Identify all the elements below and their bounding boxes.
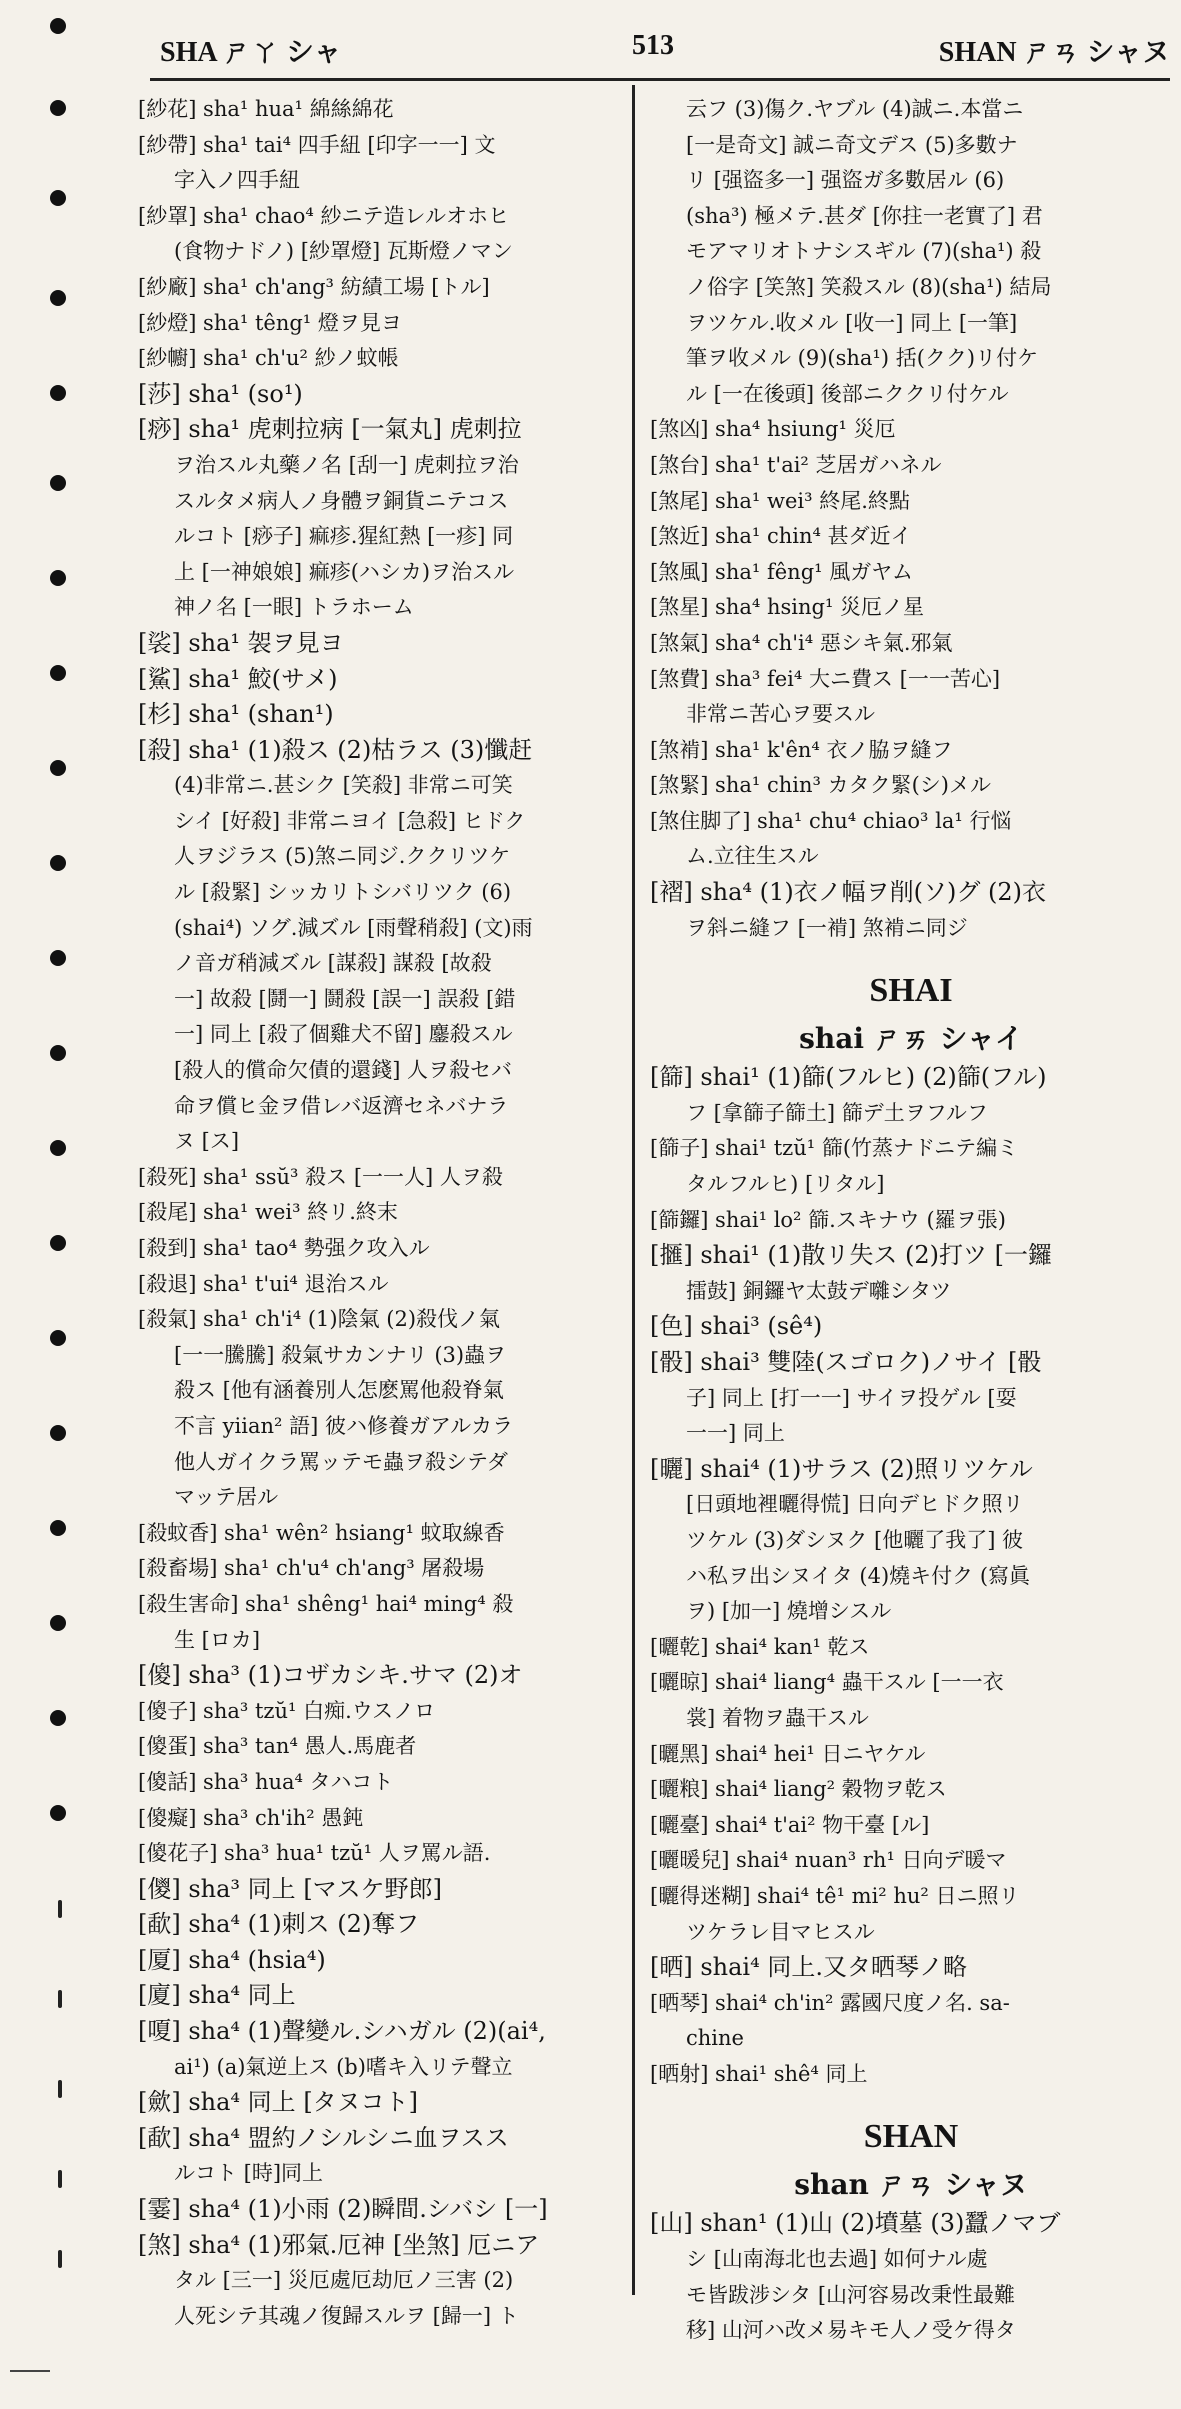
header-rule bbox=[150, 78, 1170, 81]
dictionary-entry: [篩子] shai¹ tzŭ¹ 篩(竹蒸ナドニテ編ミ bbox=[650, 1136, 1019, 1161]
page-edge-mark bbox=[10, 2370, 50, 2372]
head-character-entry: [儍] sha³ 同上 [マスケ野郎] bbox=[138, 1874, 443, 1903]
definition-continuation: タル [三一] 災厄處厄劫厄ノ三害 (2) bbox=[174, 2268, 514, 2293]
head-character-entry: [擓] shai¹ (1)散リ失ス (2)打ツ [一鑼 bbox=[650, 1241, 1052, 1270]
dictionary-entry: [煞近] sha¹ chin⁴ 甚ダ近イ bbox=[650, 524, 912, 549]
definition-continuation: 命ヲ償ヒ金ヲ借レバ返濟セネバナラ bbox=[174, 1093, 509, 1118]
head-character-entry: [褶] sha⁴ (1)衣ノ幅ヲ削(ソ)グ (2)衣 bbox=[650, 878, 1047, 907]
dictionary-entry: [篩鑼] shai¹ lo² 篩.スキナウ (羅ヲ張) bbox=[650, 1207, 1006, 1232]
definition-continuation: ルコト [痧子] 痲疹.猩紅熱 [一疹] 同 bbox=[174, 524, 514, 549]
dictionary-entry: [煞星] sha⁴ hsing¹ 災厄ノ星 bbox=[650, 595, 925, 620]
definition-continuation: ツケル (3)ダシヌク [他曬了我了] 彼 bbox=[686, 1527, 1024, 1552]
dictionary-entry: [傻花子] sha³ hua¹ tzŭ¹ 人ヲ罵ル語. bbox=[138, 1841, 491, 1866]
binding-hole bbox=[50, 190, 66, 206]
dictionary-entry: [晒射] shai¹ shê⁴ 同上 bbox=[650, 2061, 868, 2086]
head-character-entry: [裟] sha¹ 袈ヲ見ヨ bbox=[138, 628, 344, 657]
definition-continuation: 移] 山河ハ改メ易キモ人ノ受ケ得タ bbox=[686, 2318, 1016, 2343]
binding-hole bbox=[50, 1805, 66, 1821]
definition-continuation: ル [殺緊] シッカリトシバリツク (6) bbox=[174, 880, 512, 905]
definition-continuation: ai¹) (a)氣逆上ス (b)嗜キ入リテ聲立 bbox=[174, 2054, 513, 2079]
binding-hole bbox=[50, 1425, 66, 1441]
section-heading: SHAI bbox=[869, 972, 953, 1010]
dictionary-entry: [殺畜場] sha¹ ch'u⁴ ch'ang³ 屠殺場 bbox=[138, 1556, 485, 1581]
binding-hole bbox=[50, 1330, 66, 1346]
definition-continuation: 云フ (3)傷ク.ヤブル (4)誠ニ.本當ニ bbox=[686, 97, 1024, 121]
dictionary-entry: [紗廠] sha¹ ch'ang³ 紡績工場 [トル] bbox=[138, 274, 490, 299]
definition-continuation: ヲ斜ニ縫フ [一褃] 煞褃ニ同ジ bbox=[686, 915, 968, 940]
binding-mark bbox=[58, 2170, 62, 2188]
definition-continuation: [日頭地裡曬得慌] 日向デヒドク照リ bbox=[686, 1492, 1024, 1517]
definition-continuation: シ [山南海北也去過] 如何ナル處 bbox=[686, 2247, 988, 2272]
dictionary-entry: [殺死] sha¹ ssŭ³ 殺ス [一一人] 人ヲ殺 bbox=[138, 1164, 503, 1189]
dictionary-entry: [煞氣] sha⁴ ch'i⁴ 惡シキ氣.邪氣 bbox=[650, 630, 953, 655]
definition-continuation: 人ヲジラス (5)煞ニ同ジ.ククリツケ bbox=[174, 844, 511, 869]
head-character-entry: [歃] sha⁴ (1)刺ス (2)奪フ bbox=[138, 1910, 420, 1939]
definition-continuation: 人死シテ其魂ノ復歸スルヲ [歸一] ト bbox=[174, 2303, 519, 2328]
dictionary-entry: [紗燈] sha¹ têng¹ 燈ヲ見ヨ bbox=[138, 310, 402, 335]
head-character-entry: [歛] sha⁴ 同上 [タヌコト] bbox=[138, 2088, 419, 2117]
dictionary-entry: [紗幮] sha¹ ch'u² 紗ノ蚊帳 bbox=[138, 346, 399, 371]
definition-continuation: 裳] 着物ヲ蟲干スル bbox=[686, 1705, 869, 1730]
binding-hole bbox=[50, 1520, 66, 1536]
binding-hole bbox=[50, 18, 66, 34]
definition-continuation: ム.立往生スル bbox=[686, 844, 819, 869]
head-character-entry: [色] shai³ (sê⁴) bbox=[650, 1312, 823, 1341]
definition-continuation: モアマリオトナシスギル (7)(sha¹) 殺 bbox=[686, 239, 1042, 264]
binding-hole bbox=[50, 950, 66, 966]
header-guide-word-right: SHAN ㄕㄢ シャヌ bbox=[938, 37, 1170, 68]
head-character-entry: [骰] shai³ 雙陸(スゴロク)ノサイ [骰 bbox=[650, 1348, 1042, 1376]
head-character-entry: [傻] sha³ (1)コザカシキ.サマ (2)オ bbox=[138, 1661, 523, 1690]
binding-hole bbox=[50, 1710, 66, 1726]
head-character-entry: [杉] sha¹ (shan¹) bbox=[138, 700, 334, 729]
head-character-entry: [莎] sha¹ (so¹) bbox=[138, 379, 303, 408]
dictionary-entry: [煞褃] sha¹ k'ên⁴ 衣ノ脇ヲ縫フ bbox=[650, 737, 953, 762]
header-guide-word-left: SHA ㄕㄚ シャ bbox=[160, 37, 342, 68]
binding-mark bbox=[58, 1990, 62, 2008]
binding-hole bbox=[50, 760, 66, 776]
definition-continuation: ノ俗字 [笑煞] 笑殺スル (8)(sha¹) 結局 bbox=[686, 274, 1052, 299]
page-header bbox=[140, 20, 1170, 78]
binding-hole bbox=[50, 1615, 66, 1631]
dictionary-entry: [殺生害命] sha¹ shêng¹ hai⁴ ming⁴ 殺 bbox=[138, 1591, 514, 1616]
definition-continuation: 他人ガイクラ罵ッテモ蟲ヲ殺シテダ bbox=[174, 1449, 508, 1474]
dictionary-entry: [殺退] sha¹ t'ui⁴ 退治スル bbox=[138, 1271, 389, 1296]
definition-continuation: 一] 同上 [殺了個雞犬不留] 鏖殺スル bbox=[174, 1022, 513, 1047]
definition-continuation: 一一] 同上 bbox=[686, 1421, 785, 1446]
dictionary-entry: [殺蚊香] sha¹ wên² hsiang¹ 蚊取線香 bbox=[138, 1520, 505, 1545]
dictionary-entry: [傻子] sha³ tzŭ¹ 白痴.ウスノロ bbox=[138, 1698, 436, 1723]
dictionary-entry: [傻癡] sha³ ch'ih² 愚鈍 bbox=[138, 1805, 364, 1830]
head-character-entry: [廈] sha⁴ 同上 bbox=[138, 1981, 296, 2010]
dictionary-entry: [紗花] sha¹ hua¹ 綿絲綿花 bbox=[138, 97, 394, 121]
head-character-entry: [曬] shai⁴ (1)サラス (2)照リツケル bbox=[650, 1454, 1033, 1483]
binding-hole bbox=[50, 665, 66, 681]
binding-mark bbox=[58, 2250, 62, 2268]
head-character-entry: [歃] sha⁴ 盟約ノシルシニ血ヲスス bbox=[138, 2123, 509, 2152]
definition-continuation: ノ音ガ稍減ズル [謀殺] 謀殺 [故殺 bbox=[174, 951, 492, 976]
section-heading: SHAN bbox=[863, 2118, 959, 2156]
section-reading: shai ㄕㄞ シャイ bbox=[799, 1022, 1023, 1056]
definition-continuation: 不言 yiian² 語] 彼ハ修養ガアルカラ bbox=[174, 1413, 514, 1438]
definition-continuation: ヲツケル.收メル [收一] 同上 [一筆] bbox=[686, 310, 1018, 335]
section-reading: shan ㄕㄢ シャヌ bbox=[794, 2168, 1028, 2202]
dictionary-entry: [曬粮] shai⁴ liang² 穀物ヲ乾ス bbox=[650, 1777, 947, 1802]
definition-continuation: [一一騰騰] 殺氣サカンナリ (3)蟲ヲ bbox=[174, 1342, 507, 1367]
dictionary-entry: [晒琴] shai⁴ ch'in² 露國尺度ノ名. sa- bbox=[650, 1990, 1010, 2015]
dictionary-entry: [傻蛋] sha³ tan⁴ 愚人.馬鹿者 bbox=[138, 1734, 417, 1759]
head-character-entry: [厦] sha⁴ (hsia⁴) bbox=[138, 1945, 326, 1974]
definition-continuation: 上 [一神娘娘] 痲疹(ハシカ)ヲ治スル bbox=[174, 559, 515, 584]
definition-continuation: chine bbox=[686, 2026, 744, 2051]
binding-hole bbox=[50, 475, 66, 491]
head-character-entry: [山] shan¹ (1)山 (2)墳墓 (3)蠶ノマブ bbox=[650, 2209, 1061, 2238]
definition-continuation: ハ私ヲ出シヌイタ (4)燒キ付ク (寫眞 bbox=[686, 1563, 1031, 1588]
dictionary-entry: [曬暖兒] shai⁴ nuan³ rh¹ 日向デ暖マ bbox=[650, 1848, 1007, 1873]
binding-hole bbox=[50, 290, 66, 306]
definition-continuation: 字入ノ四手紐 bbox=[174, 168, 300, 193]
dictionary-entry: [煞台] sha¹ t'ai² 芝居ガハネル bbox=[650, 452, 942, 477]
binding-hole bbox=[50, 1045, 66, 1061]
head-character-entry: [殺] sha¹ (1)殺ス (2)枯ラス (3)懺赶 bbox=[138, 735, 533, 764]
dictionary-entry: [煞緊] sha¹ chin³ カタク緊(シ)メル bbox=[650, 773, 991, 798]
definition-continuation: 殺ス [他有涵養別人怎麽罵他殺脊氣 bbox=[174, 1378, 504, 1403]
head-character-entry: [嗄] sha⁴ (1)聲變ル.シハガル (2)(ai⁴, bbox=[138, 2017, 546, 2046]
left-column bbox=[138, 92, 622, 2328]
definition-continuation: ル [一在後頭] 後部ニククリ付ケル bbox=[686, 381, 1009, 406]
definition-continuation: [殺人的償命欠債的還錢] 人ヲ殺セバ bbox=[174, 1058, 513, 1083]
dictionary-entry: [曬乾] shai⁴ kan¹ 乾ス bbox=[650, 1634, 870, 1659]
binding-mark bbox=[58, 1900, 62, 1918]
binding-mark bbox=[58, 2080, 62, 2098]
binding-hole bbox=[50, 385, 66, 401]
definition-continuation: 擂鼓] 銅鑼ヤ太鼓デ囃シタツ bbox=[686, 1278, 952, 1303]
head-character-entry: [篩] shai¹ (1)篩(フルヒ) (2)篩(フル) bbox=[650, 1063, 1047, 1092]
head-character-entry: [霎] sha⁴ (1)小雨 (2)瞬間.シバシ [一] bbox=[138, 2195, 548, 2224]
definition-continuation: (4)非常ニ.甚シク [笑殺] 非常ニ可笑 bbox=[174, 773, 513, 798]
dictionary-entry: [煞凶] sha⁴ hsiung¹ 災厄 bbox=[650, 417, 896, 442]
dictionary-entry: [煞風] sha¹ fêng¹ 風ガヤム bbox=[650, 559, 914, 584]
definition-continuation: フ [拿篩子篩土] 篩デ土ヲフルフ bbox=[686, 1100, 988, 1125]
dictionary-entry: [紗罩] sha¹ chao⁴ 紗ニテ造レルオホヒ bbox=[138, 203, 509, 228]
dictionary-entry: [煞住脚了] sha¹ chu⁴ chiao³ la¹ 行悩 bbox=[650, 808, 1012, 833]
definition-continuation: 非常ニ苦心ヲ要スル bbox=[686, 702, 875, 727]
definition-continuation: スルタメ病人ノ身體ヲ銅貨ニテコス bbox=[174, 488, 509, 513]
binding-holes bbox=[0, 0, 90, 2409]
dictionary-entry: [煞費] sha³ fei⁴ 大ニ費ス [一一苦心] bbox=[650, 666, 1001, 691]
column-divider bbox=[632, 85, 635, 2295]
dictionary-entry: [曬黑] shai⁴ hei¹ 日ニヤケル bbox=[650, 1741, 926, 1766]
dictionary-entry: [煞尾] sha¹ wei³ 終尾.終點 bbox=[650, 488, 910, 513]
definition-continuation: 筆ヲ收メル (9)(sha¹) 括(クク)リ付ケ bbox=[686, 346, 1039, 371]
definition-continuation: リ [强盜多一] 强盜ガ多數居ル (6) bbox=[686, 168, 1005, 193]
definition-continuation: モ皆跋涉シタ [山河容易改秉性最難 bbox=[686, 2282, 1016, 2307]
binding-hole bbox=[50, 570, 66, 586]
definition-continuation: 生 [ロカ] bbox=[174, 1627, 261, 1652]
binding-hole bbox=[50, 1140, 66, 1156]
page-number: 513 bbox=[632, 30, 674, 61]
binding-hole bbox=[50, 855, 66, 871]
definition-continuation: (sha³) 極メテ.甚ダ [你拄一老實了] 君 bbox=[686, 203, 1043, 228]
dictionary-entry: [曬得迷糊] shai⁴ tê¹ mi² hu² 日ニ照リ bbox=[650, 1883, 1020, 1908]
head-character-entry: [晒] shai⁴ 同上.又タ晒琴ノ略 bbox=[650, 1953, 967, 1982]
dictionary-entry: [殺尾] sha¹ wei³ 終リ.終末 bbox=[138, 1200, 398, 1225]
definition-continuation: タルフルヒ) [リタル] bbox=[686, 1172, 885, 1197]
dictionary-entry: [殺氣] sha¹ ch'i⁴ (1)陰氣 (2)殺伐ノ氣 bbox=[138, 1307, 501, 1332]
head-character-entry: [煞] sha⁴ (1)邪氣.厄神 [坐煞] 厄ニア bbox=[138, 2230, 540, 2259]
definition-continuation: ヌ [ス] bbox=[174, 1129, 240, 1154]
right-column bbox=[650, 92, 1172, 2343]
dictionary-entry: [殺到] sha¹ tao⁴ 勢强ク攻入ル bbox=[138, 1236, 430, 1260]
dictionary-entry: [紗帶] sha¹ tai⁴ 四手紐 [印字一一] 文 bbox=[138, 132, 496, 157]
dictionary-entry: [曬臺] shai⁴ t'ai² 物干臺 [ル] bbox=[650, 1812, 930, 1837]
definition-continuation: [一是奇文] 誠ニ奇文デス (5)多數ナ bbox=[686, 132, 1018, 157]
dictionary-entry: [曬晾] shai⁴ liang⁴ 蟲干スル [一一衣 bbox=[650, 1670, 1004, 1695]
head-character-entry: [鯊] sha¹ 鮫(サメ) bbox=[138, 664, 338, 693]
definition-continuation: 一] 故殺 [鬪一] 鬪殺 [誤一] 誤殺 [錯 bbox=[174, 986, 516, 1011]
head-character-entry: [痧] sha¹ 虎刺拉病 [一氣丸] 虎刺拉 bbox=[138, 415, 522, 444]
dictionary-entry: [傻話] sha³ hua⁴ タハコト bbox=[138, 1769, 394, 1794]
definition-continuation: 子] 同上 [打一一] サイヲ投ゲル [耍 bbox=[686, 1385, 1017, 1410]
definition-continuation: (shai⁴) ソグ.減ズル [雨聲稍殺] (文)雨 bbox=[174, 915, 533, 940]
binding-hole bbox=[50, 1235, 66, 1251]
definition-continuation: シイ [好殺] 非常ニヨイ [急殺] ヒドク bbox=[174, 808, 526, 833]
definition-continuation: ヲ治スル丸藥ノ名 [刮一] 虎刺拉ヲ治 bbox=[174, 452, 519, 477]
definition-continuation: (食物ナドノ) [紗罩燈] 瓦斯燈ノマン bbox=[174, 239, 513, 264]
definition-continuation: ツケラレ目マヒスル bbox=[686, 1919, 875, 1944]
binding-hole bbox=[50, 100, 66, 116]
definition-continuation: ルコト [時]同上 bbox=[174, 2161, 324, 2186]
definition-continuation: 神ノ名 [一眼] トラホーム bbox=[174, 595, 414, 620]
definition-continuation: マッテ居ル bbox=[174, 1485, 279, 1510]
definition-continuation: ヲ) [加一] 燒增シスル bbox=[686, 1599, 892, 1624]
